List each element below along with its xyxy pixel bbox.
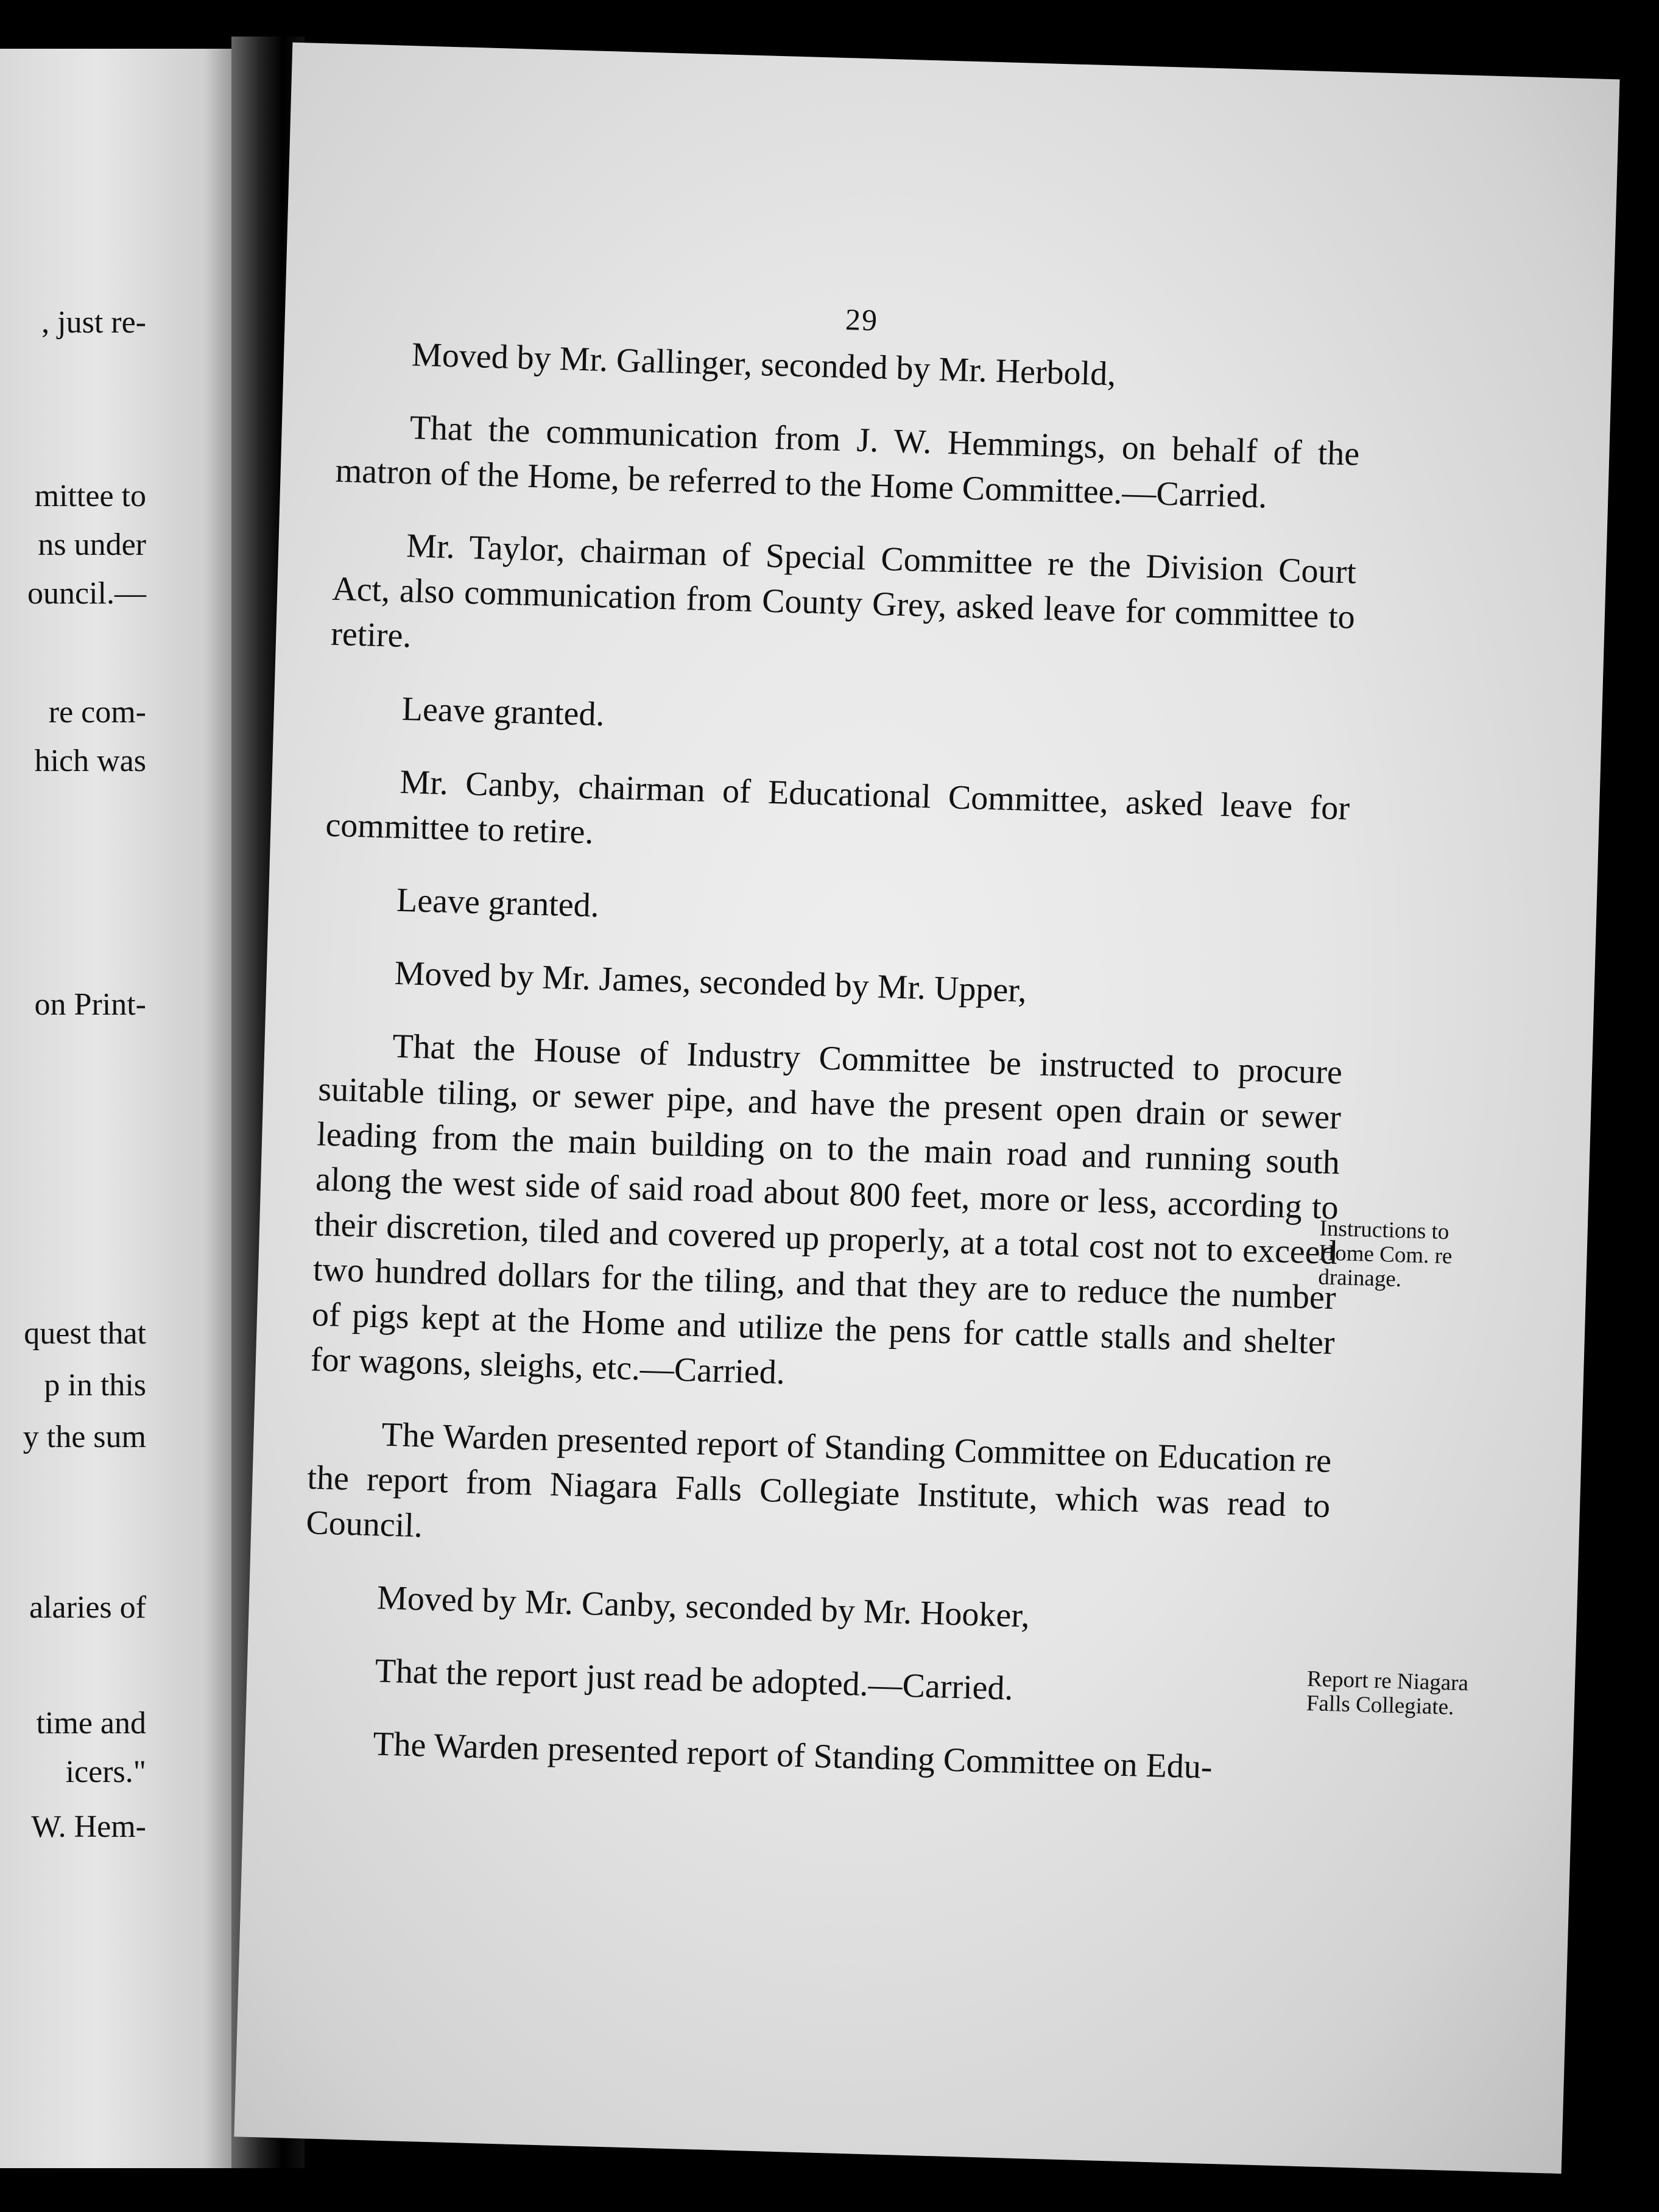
left-page-line: hich was	[34, 744, 146, 778]
left-page-line: ouncil.—	[27, 576, 146, 611]
previous-page-fragment	[0, 49, 241, 2168]
left-page-line: mittee to	[34, 479, 146, 513]
left-page-line: p in this	[44, 1368, 146, 1403]
paragraph-warden-report-education: The Warden presented report of Standing Committee on Education re the report from Niagara Falls Collegiate Institute, which was read to Council.	[305, 1415, 1332, 1545]
main-page	[234, 43, 1619, 2174]
paragraph-canby-leave: Mr. Canby, chairman of Educational Committee, asked leave for committee to retire.	[325, 763, 1350, 851]
paragraph-report-adopted: That the report just read be adopted.—Carried.	[374, 1652, 1014, 1708]
left-page-line: , just re-	[41, 305, 146, 340]
left-page-line: y the sum	[23, 1420, 146, 1454]
margin-note-drainage: Instructions to Home Com. re drainage.	[1317, 1216, 1453, 1292]
paragraph-leave-granted: Leave granted.	[401, 690, 605, 734]
page-number: 29	[845, 302, 879, 337]
left-page-line: alaries of	[29, 1590, 146, 1625]
paragraph-hemmings-communication: That the communication from J. W. Hemmings, on behalf of the matron of the Home, be referred to the Home Committee.—Carried.	[334, 409, 1361, 516]
left-page-line: ns under	[38, 527, 146, 562]
paragraph-motion-canby: Moved by Mr. Canby, seconded by Mr. Hooker,	[376, 1579, 1030, 1635]
margin-note-collegiate: Report re Niagara Falls Collegiate.	[1306, 1666, 1469, 1720]
left-page-line: re com-	[48, 695, 146, 730]
left-page-line: time and	[36, 1706, 146, 1741]
paragraph-leave-granted: Leave granted.	[396, 881, 600, 925]
left-page-line: quest that	[24, 1316, 146, 1351]
left-page-line: on Print-	[34, 987, 146, 1022]
left-page-line: icers."	[65, 1755, 146, 1789]
paragraph-drainage-resolution: That the House of Industry Committee be instructed to procure suitable tiling, or sewer pipe, and have the present open drain or sewer leading from the main building on to the main road and running south along the west side of said road about 800 feet, more or less, according to their discretion, tiled and covered up properly, at a total cost not to exceed two hundred dollars for the tiling, and that they are to reduce the number of pigs kept at the Home and utilize the pens for cattle stalls and shelter for wagons, sleighs, etc.—Carried.	[310, 1027, 1343, 1392]
left-page-line: W. Hem-	[31, 1809, 146, 1844]
page-body	[298, 330, 1362, 1821]
paragraph-motion-james: Moved by Mr. James, seconded by Mr. Upper,	[393, 954, 1027, 1010]
paragraph-taylor-leave: Mr. Taylor, chairman of Special Committee re the Division Court Act, also communication from County Grey, asked leave for committee to retire.	[330, 527, 1357, 655]
paragraph-motion-gallinger: Moved by Mr. Gallinger, seconded by Mr. Herbold,	[411, 336, 1117, 393]
paragraph-warden-report-continued: The Warden presented report of Standing Committee on Edu-	[372, 1725, 1213, 1786]
